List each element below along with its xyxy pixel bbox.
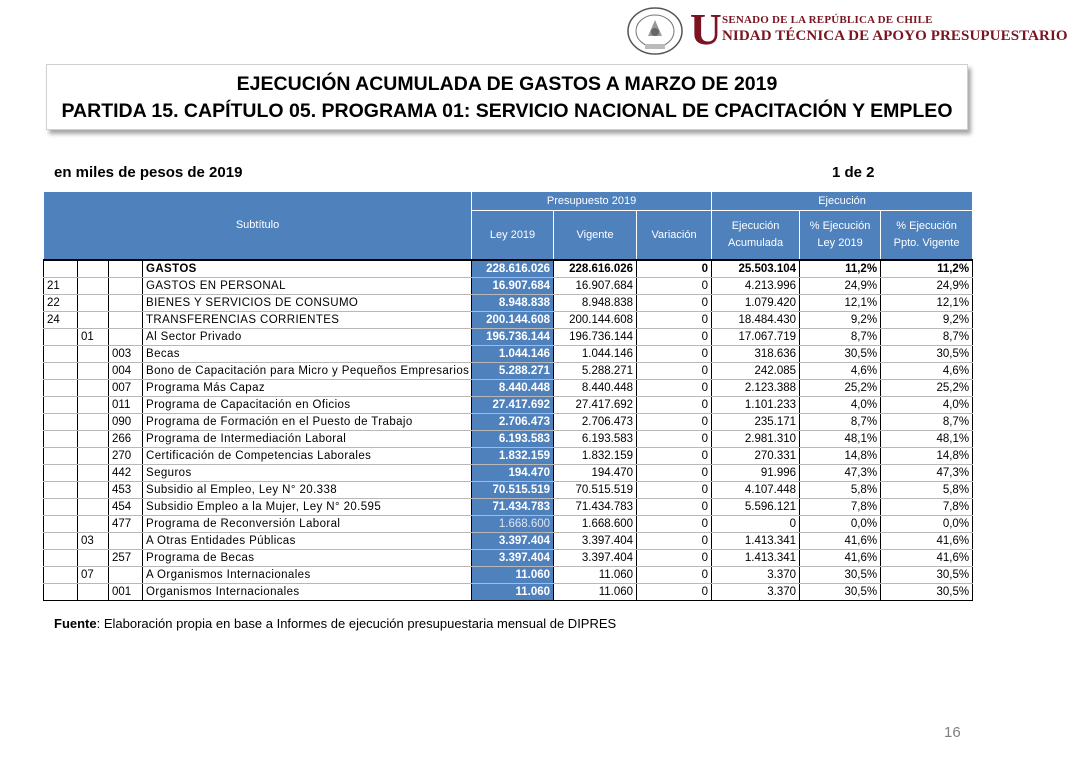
code-item: 03: [78, 532, 109, 549]
variacion-value: 0: [637, 260, 712, 278]
table-row: [44, 413, 973, 430]
code-asignacion: 266: [109, 430, 143, 447]
pct-vigente-value: 30,5%: [881, 345, 973, 362]
table-row: [44, 498, 973, 515]
code-asignacion: [109, 532, 143, 549]
pct-vigente-value: 14,8%: [881, 447, 973, 464]
row-name: Programa de Intermediación Laboral: [143, 430, 472, 447]
vigente-value: 11.060: [554, 566, 637, 583]
row-name: A Organismos Internacionales: [143, 566, 472, 583]
ley-value: 27.417.692: [472, 396, 554, 413]
variacion-value: 0: [637, 447, 712, 464]
row-name: Programa de Reconversión Laboral: [143, 515, 472, 532]
code-asignacion: 454: [109, 498, 143, 515]
ley-value: 71.434.783: [472, 498, 554, 515]
pct-ley-value: 12,1%: [800, 294, 881, 311]
code-subtitulo: [44, 362, 78, 379]
vigente-value: 8.440.448: [554, 379, 637, 396]
source-label: Fuente: [54, 616, 97, 631]
ejecucion-value: 25.503.104: [712, 260, 800, 278]
pct-ley-value: 9,2%: [800, 311, 881, 328]
pct-ley-value: 41,6%: [800, 532, 881, 549]
code-item: [78, 481, 109, 498]
header-pct-vig: [881, 211, 973, 260]
pct-ley-value: 0,0%: [800, 515, 881, 532]
pct-ley-value: 7,8%: [800, 498, 881, 515]
page-number: 16: [944, 724, 961, 741]
header-ley: Ley 2019: [472, 211, 554, 260]
code-subtitulo: [44, 481, 78, 498]
ejecucion-value: 5.596.121: [712, 498, 800, 515]
table-row: [44, 328, 973, 345]
ley-value: 196.736.144: [472, 328, 554, 345]
code-item: [78, 311, 109, 328]
code-subtitulo: [44, 328, 78, 345]
pct-vigente-value: 11,2%: [881, 260, 973, 278]
code-asignacion: 270: [109, 447, 143, 464]
variacion-value: 0: [637, 362, 712, 379]
pct-vigente-value: 4,0%: [881, 396, 973, 413]
ley-value: 194.470: [472, 464, 554, 481]
ejecucion-value: 3.370: [712, 566, 800, 583]
code-item: [78, 430, 109, 447]
code-asignacion: [109, 294, 143, 311]
ejecucion-value: 2.981.310: [712, 430, 800, 447]
header-presupuesto: Presupuesto 2019: [472, 192, 712, 211]
pct-ley-value: 30,5%: [800, 566, 881, 583]
table-row: [44, 481, 973, 498]
senate-seal-icon: [626, 6, 684, 56]
variacion-value: 0: [637, 311, 712, 328]
code-asignacion: 001: [109, 583, 143, 600]
code-item: [78, 362, 109, 379]
pct-ley-value: 24,9%: [800, 277, 881, 294]
code-asignacion: [109, 260, 143, 278]
ejecucion-value: 0: [712, 515, 800, 532]
row-name: Programa de Formación en el Puesto de Trabajo: [143, 413, 472, 430]
table-row: [44, 294, 973, 311]
row-name: Subsidio Empleo a la Mujer, Ley N° 20.595: [143, 498, 472, 515]
row-name: GASTOS: [143, 260, 472, 278]
table-row: [44, 379, 973, 396]
logo-initial: U: [690, 5, 722, 54]
header-pct-vig-l2: Ppto. Vigente: [893, 236, 960, 249]
code-asignacion: [109, 566, 143, 583]
variacion-value: 0: [637, 498, 712, 515]
code-subtitulo: [44, 379, 78, 396]
row-name: Becas: [143, 345, 472, 362]
pct-ley-value: 41,6%: [800, 549, 881, 566]
code-asignacion: 477: [109, 515, 143, 532]
logo-unidad: NIDAD TÉCNICA DE APOYO PRESUPUESTARIO: [722, 28, 1068, 44]
page-count: 1 de 2: [832, 164, 875, 181]
vigente-value: 5.288.271: [554, 362, 637, 379]
ley-value: 6.193.583: [472, 430, 554, 447]
code-asignacion: 442: [109, 464, 143, 481]
pct-ley-value: 8,7%: [800, 328, 881, 345]
table-row: [44, 515, 973, 532]
source-text: : Elaboración propia en base a Informes de ejecución presupuestaria mensual de DIPRES: [96, 616, 617, 631]
vigente-value: 228.616.026: [554, 260, 637, 278]
header-ejec-acum-l1: Ejecución: [731, 219, 780, 232]
code-asignacion: 011: [109, 396, 143, 413]
header-pct-ley: [800, 211, 881, 260]
header-variacion: Variación: [637, 211, 712, 260]
code-item: [78, 498, 109, 515]
header-logo: [626, 5, 1068, 56]
code-asignacion: 090: [109, 413, 143, 430]
table-row: [44, 549, 973, 566]
row-name: Programa de Becas: [143, 549, 472, 566]
ejecucion-value: 242.085: [712, 362, 800, 379]
variacion-value: 0: [637, 396, 712, 413]
header-vigente: Vigente: [554, 211, 637, 260]
logo-senado: SENADO DE LA REPÚBLICA DE CHILE: [722, 14, 933, 26]
vigente-value: 1.668.600: [554, 515, 637, 532]
variacion-value: 0: [637, 328, 712, 345]
ejecucion-value: 235.171: [712, 413, 800, 430]
variacion-value: 0: [637, 515, 712, 532]
code-asignacion: 257: [109, 549, 143, 566]
code-item: [78, 515, 109, 532]
ley-value: 5.288.271: [472, 362, 554, 379]
table-row: [44, 532, 973, 549]
code-subtitulo: [44, 447, 78, 464]
row-name: A Otras Entidades Públicas: [143, 532, 472, 549]
code-subtitulo: [44, 515, 78, 532]
pct-vigente-value: 7,8%: [881, 498, 973, 515]
vigente-value: 1.832.159: [554, 447, 637, 464]
table-row: [44, 260, 973, 278]
pct-vigente-value: 30,5%: [881, 583, 973, 600]
table-row: [44, 277, 973, 294]
pct-ley-value: 30,5%: [800, 583, 881, 600]
code-item: [78, 277, 109, 294]
vigente-value: 71.434.783: [554, 498, 637, 515]
vigente-value: 196.736.144: [554, 328, 637, 345]
code-subtitulo: [44, 396, 78, 413]
ley-value: 70.515.519: [472, 481, 554, 498]
variacion-value: 0: [637, 379, 712, 396]
ley-value: 228.616.026: [472, 260, 554, 278]
vigente-value: 3.397.404: [554, 549, 637, 566]
ejecucion-value: 1.413.341: [712, 549, 800, 566]
vigente-value: 1.044.146: [554, 345, 637, 362]
ley-value: 200.144.608: [472, 311, 554, 328]
code-item: [78, 447, 109, 464]
vigente-value: 200.144.608: [554, 311, 637, 328]
pct-vigente-value: 48,1%: [881, 430, 973, 447]
row-name: Organismos Internacionales: [143, 583, 472, 600]
variacion-value: 0: [637, 464, 712, 481]
ley-value: 16.907.684: [472, 277, 554, 294]
code-item: [78, 260, 109, 278]
pct-vigente-value: 12,1%: [881, 294, 973, 311]
code-subtitulo: [44, 260, 78, 278]
variacion-value: 0: [637, 481, 712, 498]
source-note: [54, 616, 616, 631]
pct-ley-value: 11,2%: [800, 260, 881, 278]
code-item: [78, 583, 109, 600]
row-name: Seguros: [143, 464, 472, 481]
header-ejecucion: Ejecución: [712, 192, 973, 211]
variacion-value: 0: [637, 413, 712, 430]
variacion-value: 0: [637, 294, 712, 311]
vigente-value: 194.470: [554, 464, 637, 481]
ley-value: 3.397.404: [472, 532, 554, 549]
code-item: [78, 549, 109, 566]
title-box: [46, 64, 968, 130]
variacion-value: 0: [637, 583, 712, 600]
pct-vigente-value: 41,6%: [881, 532, 973, 549]
pct-vigente-value: 0,0%: [881, 515, 973, 532]
code-subtitulo: [44, 430, 78, 447]
table-row: [44, 396, 973, 413]
code-asignacion: 004: [109, 362, 143, 379]
code-item: 01: [78, 328, 109, 345]
variacion-value: 0: [637, 345, 712, 362]
pct-ley-value: 30,5%: [800, 345, 881, 362]
table-row: [44, 566, 973, 583]
code-asignacion: [109, 328, 143, 345]
table-row: [44, 464, 973, 481]
pct-vigente-value: 24,9%: [881, 277, 973, 294]
header-ejec-acum: [712, 211, 800, 260]
code-item: [78, 413, 109, 430]
vigente-value: 70.515.519: [554, 481, 637, 498]
vigente-value: 3.397.404: [554, 532, 637, 549]
ley-value: 1.832.159: [472, 447, 554, 464]
code-item: [78, 464, 109, 481]
header-pct-ley-l2: Ley 2019: [817, 236, 863, 249]
row-name: GASTOS EN PERSONAL: [143, 277, 472, 294]
variacion-value: 0: [637, 430, 712, 447]
pct-ley-value: 8,7%: [800, 413, 881, 430]
header-pct-vig-l1: % Ejecución: [896, 219, 957, 232]
budget-table: [43, 191, 973, 601]
pct-vigente-value: 30,5%: [881, 566, 973, 583]
ley-value: 1.668.600: [472, 515, 554, 532]
units-label: en miles de pesos de 2019: [54, 164, 243, 181]
code-item: [78, 396, 109, 413]
ejecucion-value: 2.123.388: [712, 379, 800, 396]
code-subtitulo: 22: [44, 294, 78, 311]
variacion-value: 0: [637, 566, 712, 583]
ley-value: 8.948.838: [472, 294, 554, 311]
vigente-value: 8.948.838: [554, 294, 637, 311]
vigente-value: 11.060: [554, 583, 637, 600]
header-subtitulo: Subtítulo: [44, 192, 472, 260]
table-row: [44, 311, 973, 328]
code-item: [78, 345, 109, 362]
row-name: Programa de Capacitación en Oficios: [143, 396, 472, 413]
pct-vigente-value: 41,6%: [881, 549, 973, 566]
ejecucion-value: 1.413.341: [712, 532, 800, 549]
row-name: BIENES Y SERVICIOS DE CONSUMO: [143, 294, 472, 311]
pct-ley-value: 4,0%: [800, 396, 881, 413]
header-ejec-acum-l2: Acumulada: [728, 236, 784, 249]
ley-value: 2.706.473: [472, 413, 554, 430]
pct-ley-value: 25,2%: [800, 379, 881, 396]
variacion-value: 0: [637, 549, 712, 566]
pct-ley-value: 48,1%: [800, 430, 881, 447]
ley-value: 11.060: [472, 583, 554, 600]
code-asignacion: 007: [109, 379, 143, 396]
pct-vigente-value: 25,2%: [881, 379, 973, 396]
ejecucion-value: 4.107.448: [712, 481, 800, 498]
code-subtitulo: 24: [44, 311, 78, 328]
vigente-value: 6.193.583: [554, 430, 637, 447]
ejecucion-value: 4.213.996: [712, 277, 800, 294]
code-asignacion: [109, 277, 143, 294]
ejecucion-value: 17.067.719: [712, 328, 800, 345]
code-subtitulo: [44, 566, 78, 583]
table-row: [44, 430, 973, 447]
ley-value: 1.044.146: [472, 345, 554, 362]
row-name: TRANSFERENCIAS CORRIENTES: [143, 311, 472, 328]
row-name: Programa Más Capaz: [143, 379, 472, 396]
code-subtitulo: [44, 345, 78, 362]
row-name: Bono de Capacitación para Micro y Pequeños Empresarios: [143, 362, 472, 379]
pct-ley-value: 5,8%: [800, 481, 881, 498]
table-row: [44, 583, 973, 600]
code-item: [78, 379, 109, 396]
code-subtitulo: [44, 498, 78, 515]
variacion-value: 0: [637, 277, 712, 294]
code-subtitulo: [44, 413, 78, 430]
code-subtitulo: [44, 464, 78, 481]
row-name: Certificación de Competencias Laborales: [143, 447, 472, 464]
table-row: [44, 447, 973, 464]
pct-ley-value: 14,8%: [800, 447, 881, 464]
ejecucion-value: 3.370: [712, 583, 800, 600]
pct-vigente-value: 4,6%: [881, 362, 973, 379]
ley-value: 3.397.404: [472, 549, 554, 566]
ejecucion-value: 270.331: [712, 447, 800, 464]
code-asignacion: [109, 311, 143, 328]
code-item: [78, 294, 109, 311]
pct-vigente-value: 9,2%: [881, 311, 973, 328]
pct-vigente-value: 8,7%: [881, 328, 973, 345]
row-name: Subsidio al Empleo, Ley N° 20.338: [143, 481, 472, 498]
vigente-value: 16.907.684: [554, 277, 637, 294]
code-subtitulo: [44, 583, 78, 600]
table-row: [44, 362, 973, 379]
ejecucion-value: 1.079.420: [712, 294, 800, 311]
header-pct-ley-l1: % Ejecución: [809, 219, 871, 232]
ley-value: 8.440.448: [472, 379, 554, 396]
vigente-value: 2.706.473: [554, 413, 637, 430]
code-subtitulo: 21: [44, 277, 78, 294]
code-asignacion: 003: [109, 345, 143, 362]
pct-ley-value: 47,3%: [800, 464, 881, 481]
pct-ley-value: 4,6%: [800, 362, 881, 379]
variacion-value: 0: [637, 532, 712, 549]
code-subtitulo: [44, 549, 78, 566]
ejecucion-value: 1.101.233: [712, 396, 800, 413]
pct-vigente-value: 47,3%: [881, 464, 973, 481]
ejecucion-value: 318.636: [712, 345, 800, 362]
ley-value: 11.060: [472, 566, 554, 583]
code-subtitulo: [44, 532, 78, 549]
pct-vigente-value: 5,8%: [881, 481, 973, 498]
table-row: [44, 345, 973, 362]
row-name: Al Sector Privado: [143, 328, 472, 345]
page-subtitle: PARTIDA 15. CAPÍTULO 05. PROGRAMA 01: SERVICIO NACIONAL DE CPACITACIÓN Y EMPLEO: [61, 100, 953, 122]
page-title: EJECUCIÓN ACUMULADA DE GASTOS A MARZO DE 2019: [236, 73, 778, 95]
ejecucion-value: 91.996: [712, 464, 800, 481]
vigente-value: 27.417.692: [554, 396, 637, 413]
pct-vigente-value: 8,7%: [881, 413, 973, 430]
ejecucion-value: 18.484.430: [712, 311, 800, 328]
code-item: 07: [78, 566, 109, 583]
code-asignacion: 453: [109, 481, 143, 498]
